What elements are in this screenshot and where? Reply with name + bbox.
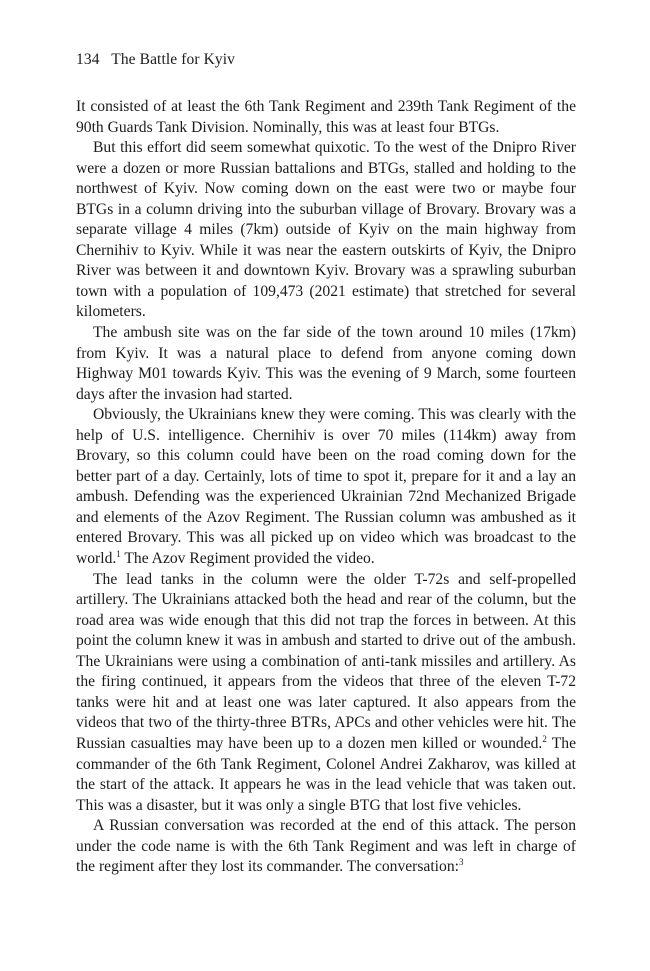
running-title: The Battle for Kyiv (111, 51, 235, 68)
footnote-marker: 2 (542, 733, 547, 744)
body-text (76, 97, 576, 878)
running-header (76, 50, 576, 70)
paragraph (76, 405, 576, 569)
paragraph-text: But this effort did seem somewhat quixotic. To the west of the Dnipro River were a dozen or more Russian battalions and BTGs, stalled and holding to the northwest of Kyiv. Now coming down on the east were two or maybe four BTGs in a column driving into the suburban village of Brovary. Brovary was a separate village 4 miles (7km) outside of Kyiv on the main highway from Chernihiv to Kyiv. While it was near the eastern outskirts of Kyiv, the Dnipro River was between it and downtown Kyiv. Brovary was a sprawling suburban town with a population of 109,473 (2021 estimate) that stretched for several kilometers. (76, 139, 576, 321)
book-page (76, 50, 576, 878)
paragraph-text: A Russian conversation was recorded at the end of this attack. The person under the code name is with the 6th Tank Regiment and was left in charge of the regiment after they lost its commander. The conversation: (76, 817, 576, 876)
paragraph-text: The commander of the 6th Tank Regiment, Colonel Andrei Zakharov, was killed at the start of the attack. It appears he was in the lead vehicle that was taken out. This was a disaster, but it was only a single BTG that lost five vehicles. (76, 734, 576, 814)
paragraph-text: The ambush site was on the far side of the town around 10 miles (17km) from Kyiv. It was a natural place to defend from anyone coming down Highway M01 towards Kyiv. This was the evening of 9 March, some fourteen days after the invasion had started. (76, 324, 576, 403)
paragraph-text: The Azov Regiment provided the video. (120, 550, 375, 568)
paragraph-text: It consisted of at least the 6th Tank Regiment and 239th Tank Regiment of the 90th Guards Tank Division. Nominally, this was at least four BTGs. (76, 98, 576, 136)
page-number: 134 (76, 51, 100, 68)
paragraph (76, 570, 576, 817)
footnote-marker: 3 (458, 857, 464, 868)
paragraph-text: The lead tanks in the column were the older T-72s and self-propelled artillery. The Ukrainians attacked both the head and rear of the column, but the road area was wide enough that this did not trap the forces in between. At this point the column knew it was in ambush and started to drive out of the ambush. The Ukrainians were using a combination of anti-tank missiles and artillery. As the firing continued, it appears from the videos that three of the eleven T-72 tanks were hit and at least one was later captured. It also appears from the videos that two of the thirty-three BTRs, APCs and other vehicles were hit. The Russian casualties may have been up to a dozen men killed or wounded. (76, 570, 576, 752)
paragraph (76, 323, 576, 405)
paragraph (76, 816, 576, 878)
footnote-marker: 1 (116, 548, 121, 559)
paragraph (76, 97, 576, 138)
paragraph-text: Obviously, the Ukrainians knew they were coming. This was clearly with the help of U.S. intelligence. Chernihiv is over 70 miles (114km) away from Brovary, so this column could have been on the road coming down for the better part of a day. Certainly, lots of time to spot it, prepare for it and a lay an ambush. Defending was the experienced Ukrainian 72nd Mechanized Brigade and elements of the Azov Regiment. The Russian column was ambushed as it entered Brovary. This was all picked up on video which was broadcast to the world. (76, 406, 576, 568)
paragraph (76, 138, 576, 323)
